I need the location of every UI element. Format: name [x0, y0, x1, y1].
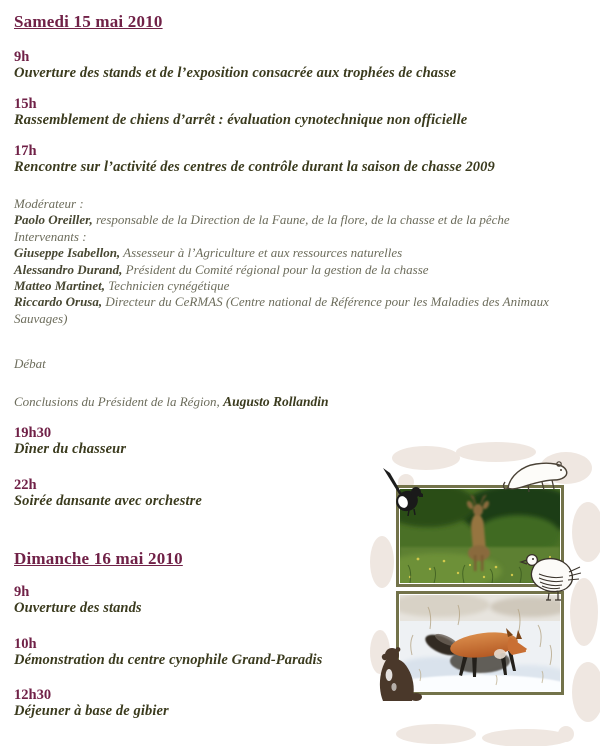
event-time: 9h [14, 49, 30, 65]
event-description: Ouverture des stands [14, 600, 142, 616]
speaker-role: Technicien cynégétique [105, 278, 230, 294]
event-description: Rassemblement de chiens d’arrêt : évaluation cynotechnique non officielle [14, 112, 468, 128]
speaker-line [14, 262, 598, 278]
speaker-role: Directeur du CeRMAS (Centre national de Référence pour les Maladies des Animaux Sauvages) [14, 294, 549, 326]
speaker-name: Alessandro Durand, [14, 261, 123, 277]
speaker-role: Président du Comité régional pour la gestion de la chasse [122, 261, 429, 277]
debate-label: Débat [14, 356, 46, 371]
speaker-role: Assesseur à l’Agriculture et aux ressources naturelles [120, 245, 403, 261]
magpie-silhouette-icon [381, 466, 423, 516]
speaker-name: Giuseppe Isabellon, [14, 245, 121, 261]
stoat-silhouette-icon [502, 456, 572, 494]
event-description: Rencontre sur l’activité des centres de contrôle durant la saison de chasse 2009 [14, 159, 495, 175]
event-description: Soirée dansante avec orchestre [14, 493, 202, 509]
intervenants-label: Intervenants : [14, 228, 87, 244]
event-time: 9h [14, 584, 30, 600]
speaker-line [14, 245, 598, 261]
event-description: Démonstration du centre cynophile Grand-Paradis [14, 652, 323, 668]
day1-title: Samedi 15 mai 2010 [14, 12, 163, 31]
speaker-name: Riccardo Orusa, [14, 294, 103, 310]
event-time: 17h [14, 143, 37, 159]
speaker-name: Matteo Martinet, [14, 278, 106, 294]
moderator-label: Modérateur : [14, 196, 84, 211]
speaker-line [14, 294, 598, 327]
event-description: Déjeuner à base de gibier [14, 703, 169, 719]
conclusions-president-name: Augusto Rollandin [223, 394, 329, 409]
moderator-line [14, 212, 598, 228]
conclusions-text: Conclusions du Président de la Région, [14, 394, 224, 409]
event-time: 12h30 [14, 687, 52, 703]
event-time: 15h [14, 96, 37, 112]
event-time: 22h [14, 477, 37, 493]
day2-title: Dimanche 16 mai 2010 [14, 549, 183, 568]
grouse-silhouette-icon [519, 546, 581, 602]
marmot-silhouette-icon [375, 645, 423, 703]
moderator-name: Paolo Oreiller, [14, 212, 93, 228]
conclusions-line [14, 393, 329, 411]
moderator-role: responsable de la Direction de la Faune, de la flore, de la chasse et de la pêche [92, 212, 510, 228]
speakers-panel [14, 196, 598, 327]
event-description: Ouverture des stands et de l’exposition consacrée aux trophées de chasse [14, 65, 457, 81]
event-time: 10h [14, 636, 37, 652]
event-time: 19h30 [14, 425, 52, 441]
event-description: Dîner du chasseur [14, 441, 127, 457]
speaker-line [14, 278, 598, 294]
